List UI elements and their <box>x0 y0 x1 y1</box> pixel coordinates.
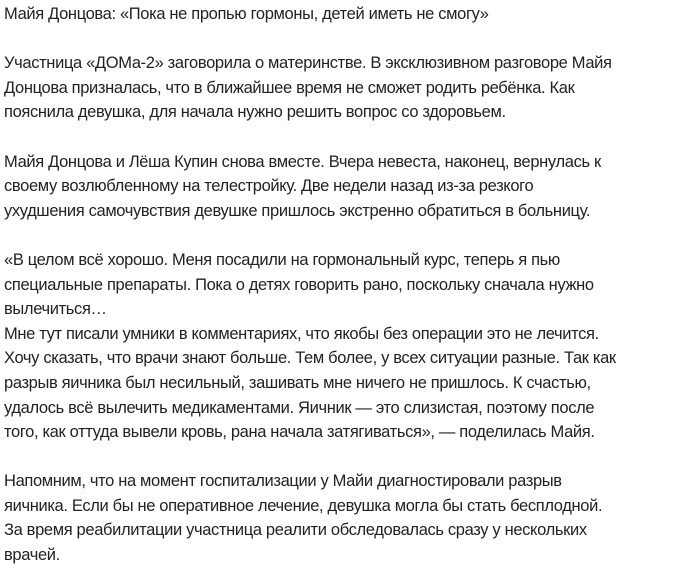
paragraph-line: Участница «ДОМа-2» заговорила о материнстве. В эксклюзивном разговоре Майя <box>4 54 612 73</box>
paragraph <box>4 469 699 567</box>
paragraph-line: врачей. <box>4 546 60 565</box>
paragraph-line: «В целом всё хорошо. Меня посадили на гормональный курс, теперь я пью <box>4 250 560 269</box>
paragraph <box>4 51 699 125</box>
paragraph <box>4 150 699 224</box>
paragraph-line: ухудшения самочувствия девушке пришлось экстренно обратиться в больницу. <box>4 201 591 220</box>
paragraph-line: Напомним, что на момент госпитализации у Майи диагностировали разрыв <box>4 472 562 491</box>
paragraph-line: пояснила девушка, для начала нужно решить вопрос со здоровьем. <box>4 103 506 122</box>
paragraph-line: За время реабилитации участница реалити обследовалась сразу у нескольких <box>4 521 587 540</box>
paragraph-line: специальные препараты. Пока о детях говорить рано, поскольку сначала нужно <box>4 275 594 294</box>
paragraph-line: Мне тут писали умники в комментариях, что якобы без операции это не лечится. <box>4 324 599 343</box>
article-title <box>4 2 699 27</box>
paragraph <box>4 248 699 445</box>
article-body <box>4 51 699 567</box>
paragraph-line: вылечиться… <box>4 300 107 319</box>
paragraph-line: своему возлюбленному на телестройку. Две недели назад из-за резкого <box>4 177 534 196</box>
paragraph-line: Хочу сказать, что врачи знают больше. Тем более, у всех ситуации разные. Так как <box>4 349 616 368</box>
paragraph-line: того, как оттуда вывели кровь, рана начала затягиваться», — поделилась Майя. <box>4 423 595 442</box>
title-text: Майя Донцова: «Пока не пропью гормоны, детей иметь не смогу» <box>4 5 489 23</box>
paragraph-line: удалось всё вылечить медикаментами. Яичник — это слизистая, поэтому после <box>4 398 595 417</box>
paragraph-line: разрыв яичника был несильный, зашивать мне ничего не пришлось. К счастью, <box>4 373 591 392</box>
paragraph-line: Донцова призналась, что в ближайшее время не сможет родить ребёнка. Как <box>4 78 575 97</box>
paragraph-line: яичника. Если бы не оперативное лечение, девушка могла бы стать бесплодной. <box>4 496 603 515</box>
paragraph-line: Майя Донцова и Лёша Купин снова вместе. Вчера невеста, наконец, вернулась к <box>4 152 601 171</box>
